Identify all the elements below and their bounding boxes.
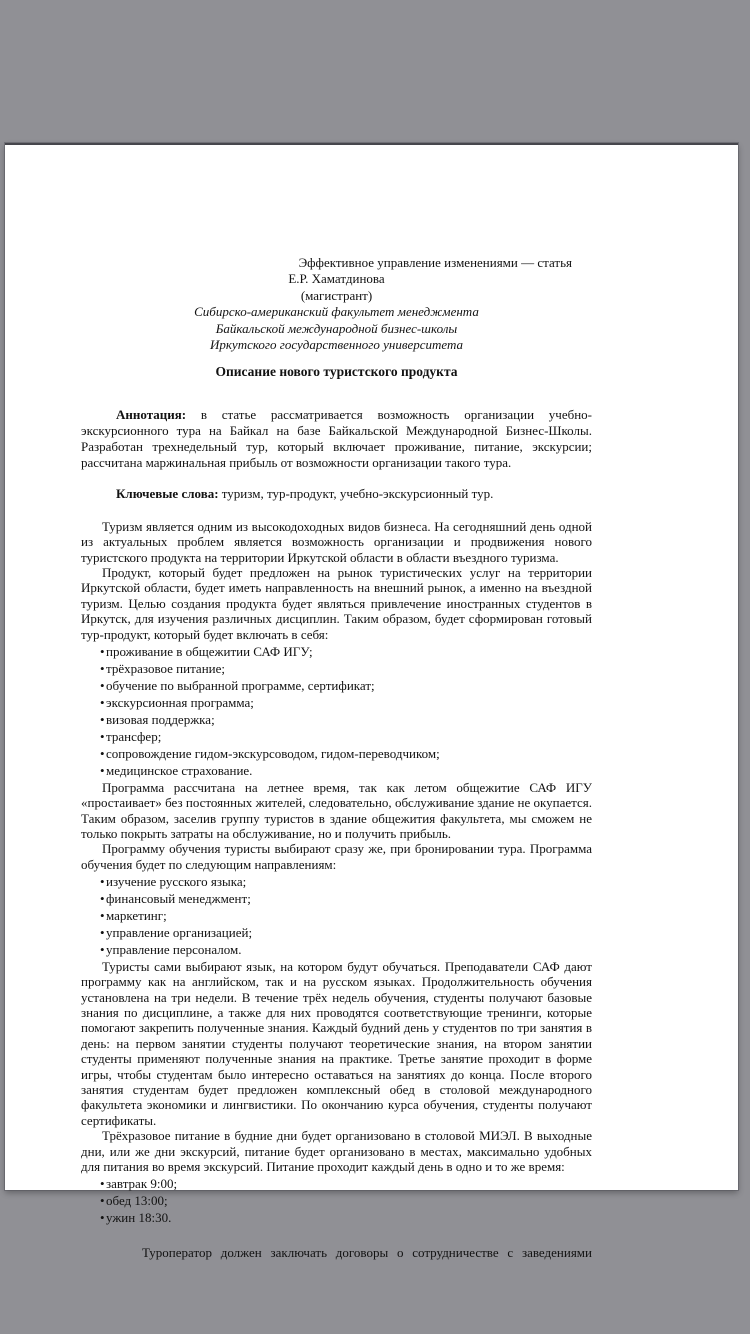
list-item: • ужин 18:30. [81,1210,592,1225]
list-item: • экскурсионная программа; [81,695,592,710]
list-item: • обед 13:00; [81,1193,592,1208]
paragraph: Туристы сами выбирают язык, на котором будут обучаться. Преподаватели САФ дают программу как на английском, так и на русском языках. Продолжительность обучения установлена на три недели. В течение трёх недель обучения, студенты получают базовые знания по дисциплине, а также для них проводятся соответствующие тренинги, которые помогают закрепить полученные знания. Каждый будний день у студентов по три занятия в день: на первом занятии студенты получают теоретические знания, на втором занятии студенты применяют полученные знания на практике. Третье занятие проходит в форме игры, чтобы студентам было интересно оставаться на занятиях до конца. После второго занятия студентам будет предложен комплексный обед в столовой международного факультета экономики и лингвистики. По окончанию курса обучения, студенты получают сертификаты. [81,958,592,1128]
closing-line: Туроператор должен заключать договоры о сотрудничестве с заведениями [142,1245,592,1261]
header-note: Эффективное управление изменениями — статья [298,255,572,270]
list-item: • маркетинг; [81,908,592,923]
list-item: • трансфер; [81,729,592,744]
programs-list [81,874,592,957]
list-item: • завтрак 9:00; [81,1176,592,1191]
paragraph: Трёхразовое питание в будние дни будет организовано в столовой МИЭЛ. В выходные дни, или же дни экскурсий, питание будет организовано в местах, максимально удобных для питания во время экскурсий. Питание проходит каждый день в одно и то же время: [81,1128,592,1174]
paragraph: Продукт, который будет предложен на рынок туристических услуг на территории Иркутской области, будет иметь направленность на внешний рынок, а именно на въездной туризм. Целью создания продукта будет являться привлечение иностранных студентов в Иркутск, для изучения различных дисциплин. Таким образом, будет сформирован готовый тур-продукт, который будет включать в себя: [81,565,592,642]
abstract-text: в статье рассматривается возможность организации учебно-экскурсионного тура на Байкал на базе Байкальской Международной Бизнес-Школы. Разработан трехнедельный тур, который включает проживание, питание, экскурсии; рассчитана маржинальная прибыль от возможности организации такого тура. [81,406,592,470]
paragraph: Туризм является одним из высокодоходных видов бизнеса. На сегодняшний день одной из актуальных проблем является возможность организации и продвижения нового туристского продукта на территории Иркутской области в области въездного туризма. [81,518,592,565]
author-status: (магистрант) [300,287,373,303]
list-item: • управление персоналом. [81,942,592,957]
list-item: • сопровождение гидом-экскурсоводом, гидом-переводчиком; [81,746,592,761]
tour-includes-list [81,644,592,778]
list-item: • обучение по выбранной программе, сертификат; [81,678,592,693]
keywords-label: Ключевые слова: [116,485,219,501]
author-name: Е.Р. Хаматдинова [288,271,385,287]
list-item: • изучение русского языка; [81,874,592,889]
list-item: • финансовый менеджмент; [81,891,592,906]
document-header [81,255,592,353]
abstract-label: Аннотация: [116,406,187,422]
list-item: • визовая поддержка; [81,712,592,727]
list-item: • трёхразовое питание; [81,661,592,676]
paragraph: Программа рассчитана на летнее время, так как летом общежитие САФ ИГУ «простаивает» без постоянных жителей, следовательно, обслуживание здание не окупается. Таким образом, заселив группу туристов в здание общежития факультета, мы сможем не только покрыть затраты на обслуживание, но и получить прибыль. [81,779,592,841]
affiliation-line: Сибирско-американский факультет менеджмента [194,304,479,320]
keywords-text: туризм, тур-продукт, учебно-экскурсионный тур. [218,485,494,501]
document-title: Описание нового туристского продукта [215,364,458,380]
abstract-paragraph [81,407,592,471]
affiliation-line: Иркутского государственного университета [209,337,464,353]
affiliation-line: Байкальской международной бизнес-школы [215,320,458,336]
list-item: • медицинское страхование. [81,763,592,778]
list-item: • управление организацией; [81,925,592,940]
meals-list [81,1176,592,1225]
document-page [5,143,738,1261]
keywords-paragraph [81,486,592,502]
paragraph: Программу обучения туристы выбирают сразу же, при бронировании тура. Программа обучения будет по следующим направлениям: [81,841,592,872]
page-content [5,145,738,1261]
list-item: • проживание в общежитии САФ ИГУ; [81,644,592,659]
